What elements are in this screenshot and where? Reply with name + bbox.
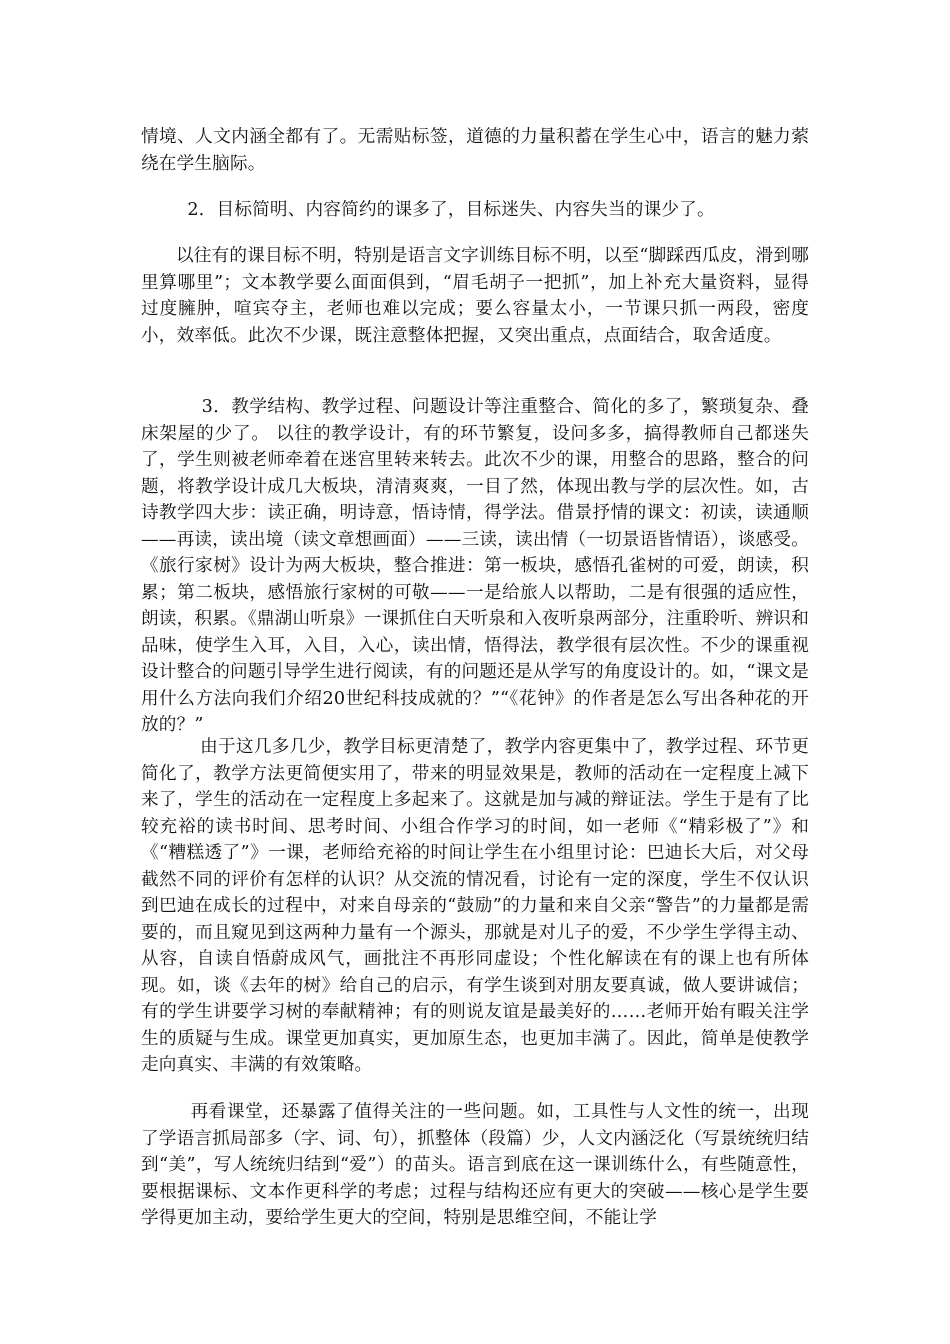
paragraph-text: 情境、人文内涵全都有了。无需贴标签，道德的力量积蓄在学生心中，语言的魅力萦绕在学生脑际。 bbox=[141, 127, 809, 174]
paragraph-intro-continuation bbox=[141, 124, 809, 177]
paragraph-summary bbox=[141, 734, 809, 1079]
paragraph-section-2-body bbox=[141, 243, 809, 349]
section-heading-2 bbox=[141, 197, 809, 224]
paragraph-text: 再看课堂，还暴露了值得关注的一些问题。如，工具性与人文性的统一，出现了学语言抓局部多（字、词、句），抓整体（段篇）少，人文内涵泛化（写景统统归结到“美”，写人统统归结到“爱”）的苗头。语言到底在这一课训练什么，有些随意性，要根据课标、文本作更科学的考虑；过程与结构还应有更大的突破——核心是学生要学得更加主动，要给学生更大的空间，特别是思维空间，不能让学 bbox=[141, 1102, 809, 1228]
paragraph-text: 由于这几多几少，教学目标更清楚了，教学内容更集中了，教学过程、环节更简化了，教学方法更简便实用了，带来的明显效果是，教师的活动在一定程度上减下来了，学生的活动在一定程度上多起来了。这就是加与减的辩证法。学生于是有了比较充裕的读书时间、思考时间、小组合作学习的时间，如一老师《“精彩极了”》和《“糟糕透了”》一课，老师给充裕的时间让学生在小组里讨论：巴迪长大后，对父母截然不同的评价有怎样的认识？从交流的情况看，讨论有一定的深度，学生不仅认识到巴迪在成长的过程中，对来自母亲的“鼓励”的力量和来自父亲“警告”的力量都是需要的，而且窥见到这两种力量有一个源头，那就是对儿子的爱，不少学生学得主动、从容，自读自悟蔚成风气，画批注不再形同虚设；个性化解读在有的课上也有所体现。如，谈《去年的树》给自己的启示，有学生谈到对朋友要真诚，做人要讲诚信；有的学生讲要学习树的奉献精神；有的则说友谊是最美好的……老师开始有暇关注学生的质疑与生成。课堂更加真实，更加原生态，也更加丰满了。因此，简单是使教学走向真实、丰满的有效策略。 bbox=[141, 737, 809, 1075]
paragraph-text: 以往有的课目标不明，特别是语言文字训练目标不明，以至“脚踩西瓜皮，滑到哪里算哪里”；文本教学要么面面俱到，“眉毛胡子一把抓”，加上补充大量资料，显得过度臃肿，喧宾夺主，老师也难以完成；要么容量太小，一节课只抓一两段，密度小，效率低。此次不少课，既注意整体把握，又突出重点，点面结合，取舍适度。 bbox=[141, 246, 809, 346]
paragraph-text: 3．教学结构、教学过程、问题设计等注重整合、简化的多了，繁琐复杂、叠床架屋的少了。 以往的教学设计，有的环节繁复，设问多多，搞得教师自己都迷失了，学生则被老师牵着在迷宫里转来转去。此次不少的课，用整合的思路，整合的问题，将教学设计成几大板块，清清爽爽，一目了然，体现出教与学的层次性。如，古诗教学四大步：读正确，明诗意，悟诗情，得学法。借景抒情的课文：初读，读通顺——再读，读出境（读文章想画面）——三读，读出情（一切景语皆情语），谈感受。《旅行家树》设计为两大板块，整合推进：第一板块，感悟孔雀树的可爱，朗读，积累；第二板块，感悟旅行家树的可敬——一是给旅人以帮助，二是有很强的适应性，朗读，积累。《鼎湖山听泉》一课抓住白天听泉和入夜听泉两部分，注重聆听、辨识和品味，使学生入耳，入目，入心，读出情，悟得法，教学很有层次性。不少的课重视设计整合的问题引导学生进行阅读，有的问题还是从学写的角度设计的。如，“课文是用什么方法向我们介绍20世纪科技成就的？”“《花钟》的作者是怎么写出各种花的开放的？” bbox=[141, 397, 809, 735]
heading-text: 2．目标简明、内容简约的课多了，目标迷失、内容失当的课少了。 bbox=[141, 200, 715, 220]
paragraph-section-3 bbox=[141, 394, 809, 739]
paragraph-issues bbox=[141, 1099, 809, 1232]
